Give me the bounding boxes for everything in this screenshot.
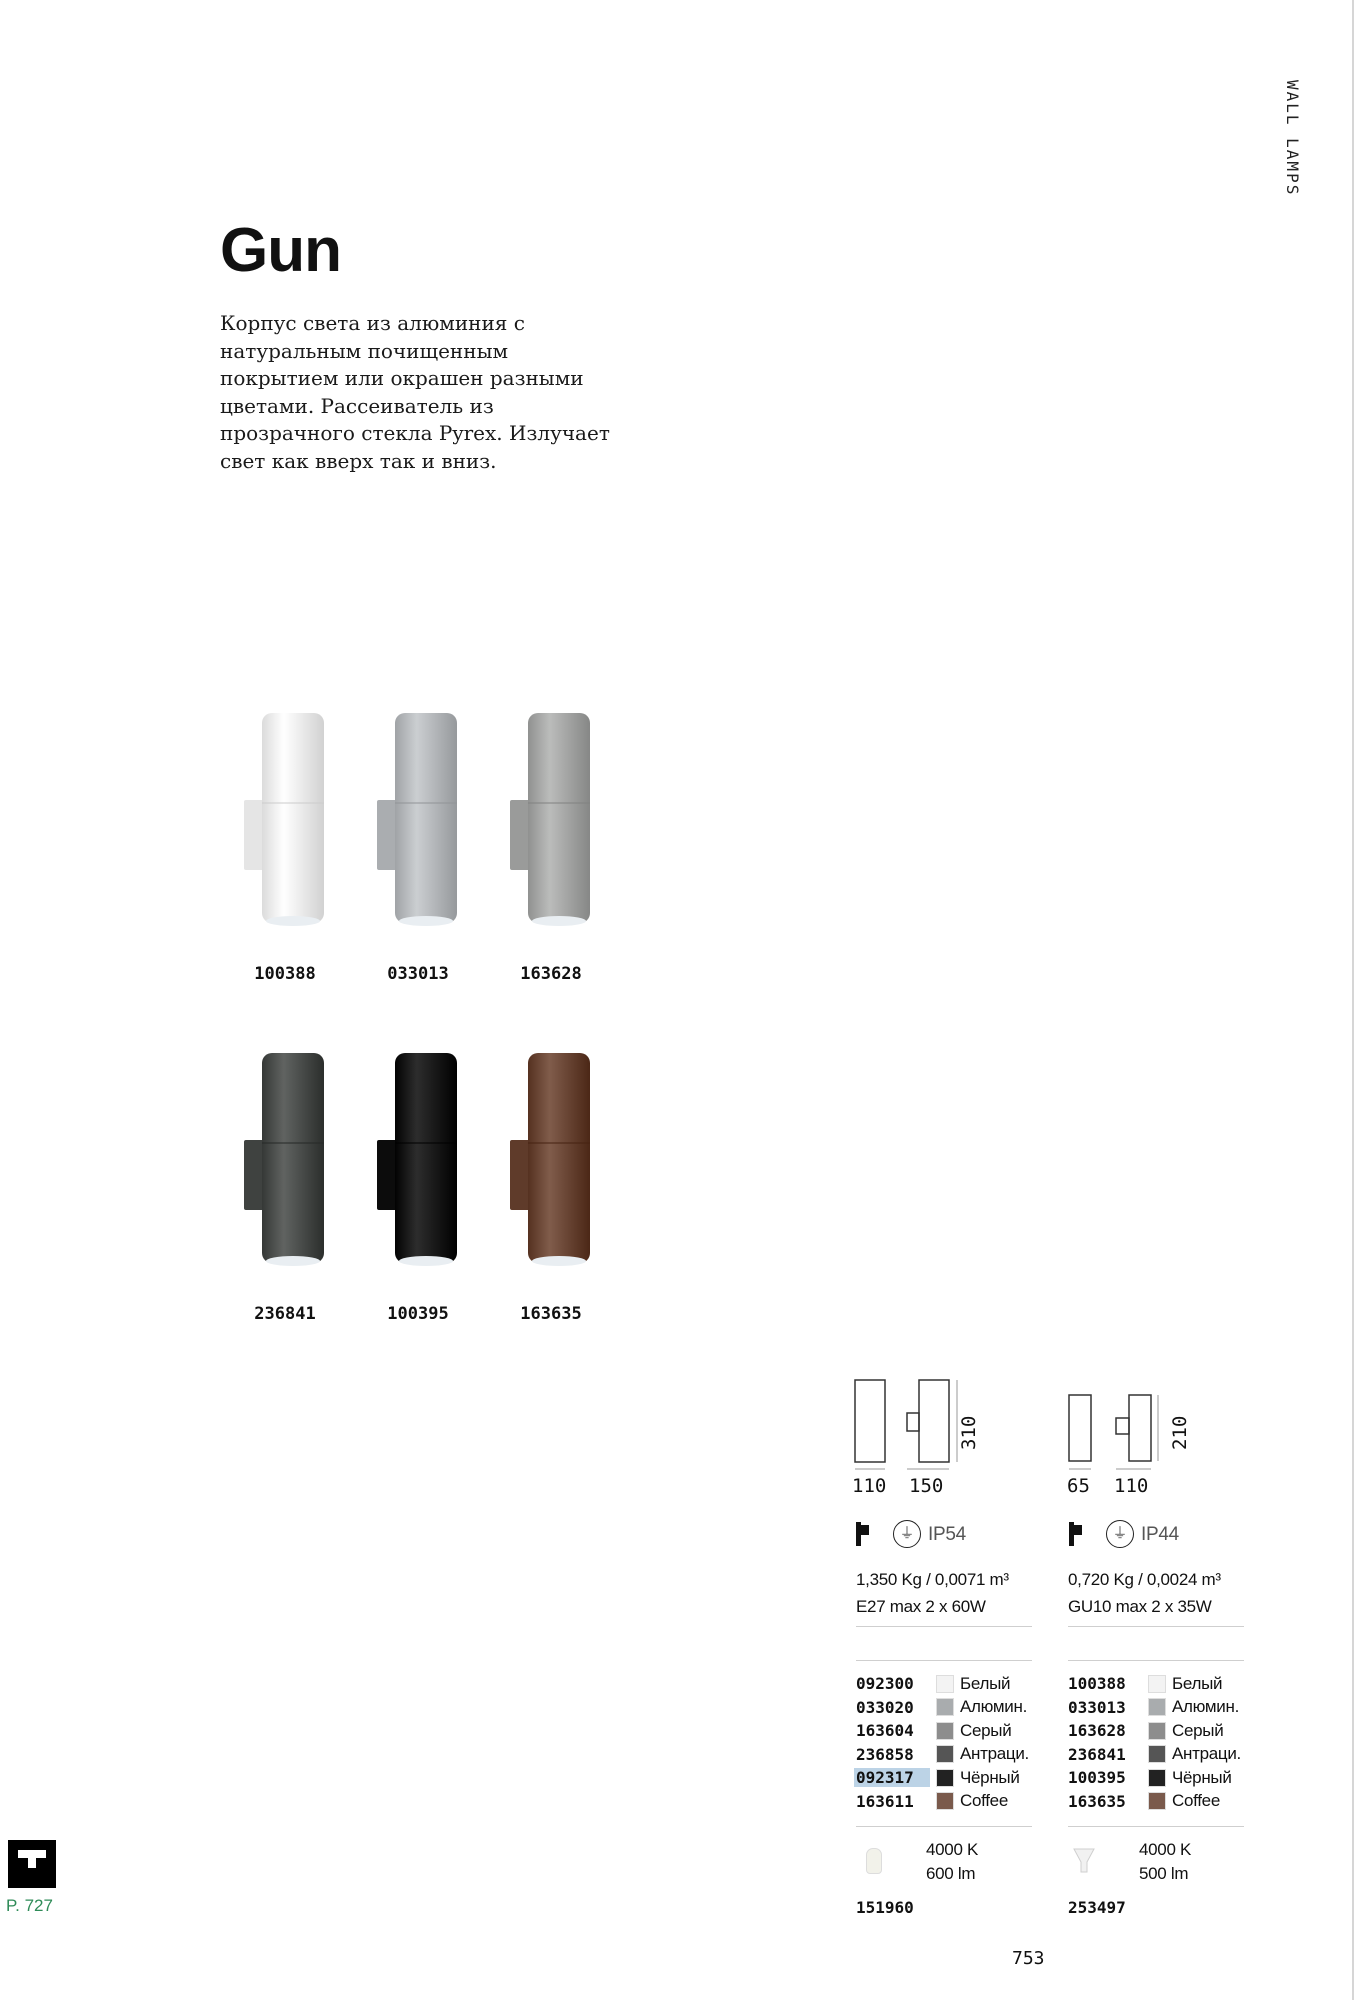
- lamp-wall-bracket: [377, 800, 397, 870]
- lamp-image-1: [228, 705, 348, 935]
- version-row: [1066, 1766, 1232, 1789]
- bulb-temperature: 4000 K: [1139, 1840, 1192, 1859]
- lamp-cylinder: [395, 1053, 457, 1263]
- lamp-image-5: [361, 1045, 481, 1275]
- ip-rating: IP54: [928, 1524, 966, 1545]
- version-row: [1066, 1790, 1220, 1813]
- version-color-name: Чёрный: [1172, 1767, 1232, 1787]
- version-code: 236858: [856, 1744, 914, 1764]
- lamp-code: 100395: [387, 1304, 449, 1324]
- bulb-code: 151960: [856, 1898, 914, 1917]
- lamp-glass: [532, 916, 586, 926]
- lamp-image-4: [228, 1045, 348, 1275]
- version-color-name: Алюмин.: [960, 1697, 1028, 1716]
- product-description: Корпус света из алюминия с натуральным почищенным покрытием или окрашен разными цветами. Рассеиватель из прозрачного стекла Pyrex. Излучает свет как вверх так и вниз.: [220, 311, 610, 473]
- version-color-name: Антраци.: [960, 1744, 1029, 1763]
- color-swatch: [936, 1675, 954, 1693]
- spot-bulb-icon: [1072, 1846, 1096, 1876]
- lamp-code: 033013: [387, 964, 449, 984]
- version-color-name: Coffee: [960, 1791, 1008, 1810]
- lamp-wall-bracket: [244, 800, 264, 870]
- version-code: 033020: [856, 1697, 914, 1717]
- lamp-cylinder: [395, 713, 457, 923]
- lamp-wall-bracket: [377, 1140, 397, 1210]
- color-swatch: [1148, 1745, 1166, 1763]
- version-code: 236841: [1068, 1744, 1126, 1764]
- version-row: [854, 1743, 1029, 1766]
- version-row: [854, 1790, 1008, 1813]
- divider: [856, 1826, 1032, 1827]
- lamp-glass: [266, 1256, 320, 1266]
- dimension-height: 310: [958, 1415, 980, 1450]
- version-code: 163611: [856, 1791, 914, 1811]
- divider: [856, 1660, 1032, 1661]
- lamp-code: 163635: [520, 1304, 582, 1324]
- lamp-wall-bracket: [510, 800, 530, 870]
- color-swatch: [1148, 1698, 1166, 1716]
- version-code: 100395: [1068, 1768, 1126, 1787]
- ip-rating: IP44: [1141, 1524, 1179, 1545]
- divider: [1068, 1826, 1244, 1827]
- bulb-temperature: 4000 K: [926, 1840, 979, 1859]
- version-color-name: Серый: [960, 1720, 1012, 1740]
- version-color-name: Алюмин.: [1172, 1697, 1240, 1716]
- version-color-name: Чёрный: [960, 1767, 1020, 1787]
- lamp-cylinder: [262, 713, 324, 923]
- bulb-code: 253497: [1068, 1898, 1126, 1917]
- wall-mount-icon-part: [861, 1525, 869, 1535]
- color-swatch: [936, 1769, 954, 1787]
- version-row: [854, 1766, 1020, 1789]
- ground-icon: ⏚: [893, 1520, 921, 1548]
- lamp-cylinder: [528, 1053, 590, 1263]
- version-row: [1066, 1672, 1222, 1695]
- version-color-name: Coffee: [1172, 1791, 1220, 1810]
- brand-logo: [8, 1840, 56, 1888]
- dimension-drawing: [1064, 1390, 1174, 1470]
- version-row: [1066, 1696, 1239, 1719]
- dimension-height: 210: [1169, 1415, 1191, 1450]
- color-swatch: [936, 1698, 954, 1716]
- lamp-image-3: [494, 705, 614, 935]
- version-row: [1066, 1743, 1241, 1766]
- color-swatch: [1148, 1722, 1166, 1740]
- wall-mount-icon-part: [1074, 1525, 1082, 1535]
- bulb-icon: [866, 1848, 882, 1874]
- lamp-cylinder: [262, 1053, 324, 1263]
- divider: [856, 1626, 1032, 1627]
- version-code: 092300: [856, 1674, 914, 1693]
- color-swatch: [1148, 1792, 1166, 1810]
- version-color-name: Серый: [1172, 1720, 1224, 1740]
- color-swatch: [936, 1745, 954, 1763]
- version-row: [854, 1672, 1010, 1695]
- weight-volume: 1,350 Kg / 0,0071 m³: [856, 1570, 1009, 1589]
- lamp-glass: [266, 916, 320, 926]
- version-color-name: Белый: [1172, 1673, 1223, 1693]
- lamp-code: 163628: [520, 964, 582, 984]
- version-code: 163628: [1068, 1721, 1126, 1740]
- color-swatch: [1148, 1675, 1166, 1693]
- version-row: [1066, 1719, 1223, 1742]
- page-edge-rule: [1352, 0, 1354, 2000]
- version-code: 163635: [1068, 1791, 1126, 1811]
- page-reference[interactable]: P. 727: [6, 1896, 53, 1915]
- lamp-glass: [532, 1256, 586, 1266]
- version-code: 033013: [1068, 1697, 1126, 1717]
- dimension-width: 150: [909, 1475, 944, 1497]
- product-title: Gun: [220, 216, 341, 285]
- divider: [1068, 1660, 1244, 1661]
- lamp-image-6: [494, 1045, 614, 1275]
- section-label: WALL LAMPS: [1283, 80, 1302, 197]
- dimension-depth: 65: [1067, 1475, 1090, 1497]
- color-swatch: [1148, 1769, 1166, 1787]
- version-color-name: Антраци.: [1172, 1744, 1241, 1763]
- divider: [1068, 1626, 1244, 1627]
- dimension-depth: 110: [852, 1475, 887, 1497]
- lamp-code: 100388: [254, 964, 316, 984]
- ground-icon: ⏚: [1106, 1520, 1134, 1548]
- version-code: 163604: [856, 1721, 914, 1740]
- bulb-lumen: 600 lm: [926, 1864, 976, 1883]
- color-swatch: [936, 1792, 954, 1810]
- version-row: [854, 1696, 1027, 1719]
- lamp-wall-bracket: [510, 1140, 530, 1210]
- bulb-lumen: 500 lm: [1139, 1864, 1189, 1883]
- version-row: [854, 1719, 1011, 1742]
- lamp-glass: [399, 1256, 453, 1266]
- weight-volume: 0,720 Kg / 0,0024 m³: [1068, 1570, 1221, 1589]
- lamp-wall-bracket: [244, 1140, 264, 1210]
- color-swatch: [936, 1722, 954, 1740]
- version-code: 092317: [854, 1768, 930, 1787]
- lamp-cylinder: [528, 713, 590, 923]
- dimension-drawing: [850, 1375, 960, 1470]
- lamp-spec: E27 max 2 x 60W: [856, 1597, 986, 1616]
- lamp-spec: GU10 max 2 x 35W: [1068, 1597, 1212, 1616]
- version-color-name: Белый: [960, 1673, 1011, 1693]
- version-code: 100388: [1068, 1674, 1126, 1693]
- page-number: 753: [1012, 1948, 1045, 1969]
- lamp-glass: [399, 916, 453, 926]
- lamp-code: 236841: [254, 1304, 316, 1324]
- lamp-image-2: [361, 705, 481, 935]
- dimension-width: 110: [1114, 1475, 1149, 1497]
